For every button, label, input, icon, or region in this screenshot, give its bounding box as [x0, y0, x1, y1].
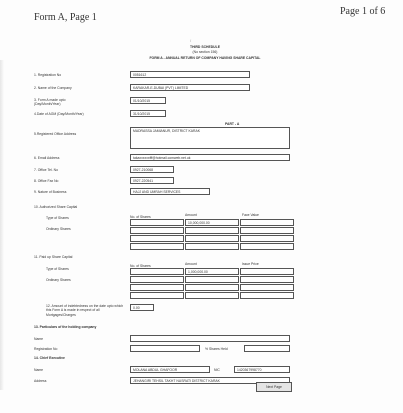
- office-address-label: 5.Registered Office Address: [34, 132, 77, 136]
- paidup-col-issue: Issue Price: [242, 262, 259, 266]
- paidup-r3-no[interactable]: [130, 284, 184, 291]
- indebtedness-label: 12. Amount of indebtedness on the date upto which this Form A is made in respect of all Mortgages/Charges: [46, 304, 124, 317]
- paidup-r1-issue[interactable]: [240, 268, 294, 275]
- section-ref: (No section 156): [192, 50, 218, 54]
- paidup-r4-issue[interactable]: [240, 292, 294, 299]
- paidup-r4-amount[interactable]: [185, 292, 239, 299]
- chief-name-field[interactable]: MOLANA ABDUL GHAFOOR: [130, 366, 210, 373]
- holding-shares-field[interactable]: [244, 345, 290, 352]
- email-label: 6. Email Address: [34, 156, 60, 160]
- office-fax-field[interactable]: 0927-220541: [130, 177, 174, 184]
- paidup-row-label: Ordinary Shares: [46, 278, 71, 282]
- paidup-type-label: Type of Shares: [46, 267, 69, 271]
- annual-return-form: [20, 28, 390, 410]
- paidup-r3-issue[interactable]: [240, 284, 294, 291]
- authorized-r3-no[interactable]: [130, 235, 184, 242]
- paidup-r4-no[interactable]: [130, 292, 184, 299]
- authorized-r2-face[interactable]: [240, 227, 294, 234]
- form-title: FORM A - ANNUAL RETURN OF COMPANY HAVING SHARE CAPITAL: [149, 56, 261, 60]
- authorized-col-face: Face Value: [242, 213, 259, 217]
- next-page-button[interactable]: Next Page: [256, 382, 292, 392]
- authorized-r3-face[interactable]: [240, 235, 294, 242]
- form-page-header: Form A, Page 1: [34, 12, 97, 23]
- paidup-r3-amount[interactable]: [185, 284, 239, 291]
- chief-address-field[interactable]: JEHANGIRI TEHSIL TAKHT NUSRATI DISTRICT KARAK: [130, 377, 290, 384]
- reg-no-label: 1. Registration No: [34, 73, 62, 77]
- scan-edge-shadow: [0, 60, 4, 390]
- paidup-r2-amount[interactable]: [185, 276, 239, 283]
- paidup-capital-heading: 11. Paid up Share Capital: [34, 255, 73, 259]
- email-field[interactable]: takaxxxxxxfff@hotmail.comweb.net.uk: [130, 154, 290, 161]
- authorized-r4-no[interactable]: [130, 243, 184, 250]
- authorized-r4-amount[interactable]: [185, 243, 239, 250]
- scan-mark: /: [190, 38, 192, 43]
- page-counter: Page 1 of 6: [340, 6, 386, 17]
- agm-date-field[interactable]: 31/10/2015: [130, 110, 166, 117]
- authorized-r1-no[interactable]: [130, 219, 184, 226]
- authorized-r3-amount[interactable]: [185, 235, 239, 242]
- chief-nic-label: NIC: [214, 368, 220, 372]
- paidup-r2-issue[interactable]: [240, 276, 294, 283]
- authorized-r2-no[interactable]: [130, 227, 184, 234]
- office-tel-field[interactable]: 0927-210068: [130, 166, 174, 173]
- holding-shares-label: % Shares Held: [205, 347, 228, 351]
- office-fax-label: 8. Office Fax No: [34, 179, 59, 183]
- holding-company-heading: 13. Particulars of the holding company: [34, 325, 97, 329]
- holding-name-field[interactable]: [130, 335, 290, 342]
- office-tel-label: 7. Office Tel. No: [34, 168, 58, 172]
- authorized-r1-amount[interactable]: 10,000,000.00: [185, 219, 239, 226]
- office-address-field[interactable]: MADRASSA JAMIANUR, DISTRICT KARAK: [130, 127, 290, 149]
- agm-date-label: 4.Date of AGM (Day/Month/Year): [34, 112, 84, 116]
- holding-reg-field[interactable]: [130, 345, 200, 352]
- chief-nic-field[interactable]: 1420367998770: [234, 366, 290, 373]
- authorized-row-label: Ordinary Shares: [46, 227, 71, 231]
- business-label: 9. Nature of Business: [34, 190, 67, 194]
- authorized-col-amount: Amount: [185, 213, 197, 217]
- reg-no-field[interactable]: 0051612: [130, 71, 250, 78]
- authorized-col-no: No. of Shares: [130, 215, 151, 219]
- chief-address-label: Address: [34, 379, 47, 383]
- business-field[interactable]: HAJJ AND UMRAH SERVICES: [130, 188, 210, 195]
- company-name-field[interactable]: KARAKAR-E-DUBAI (PVT) LIMITED: [130, 84, 250, 91]
- paidup-r1-amount[interactable]: 1,000,000.00: [185, 268, 239, 275]
- authorized-r4-face[interactable]: [240, 243, 294, 250]
- holding-reg-label: Registration No: [34, 347, 58, 351]
- authorized-capital-heading: 10. Authorized Share Capital: [34, 205, 78, 209]
- chief-name-label: Name: [34, 368, 44, 372]
- schedule-title: THIRD SCHEDULE: [190, 45, 220, 49]
- chief-executive-heading: 14. Chief Executive: [34, 356, 65, 360]
- authorized-type-label: Type of Shares: [46, 216, 69, 220]
- paidup-r2-no[interactable]: [130, 276, 184, 283]
- paidup-col-amount: Amount: [185, 262, 197, 266]
- paidup-r1-no[interactable]: [130, 268, 184, 275]
- holding-name-label: Name: [34, 337, 44, 341]
- company-name-label: 2. Name of the Company: [34, 86, 72, 90]
- authorized-r1-face[interactable]: [240, 219, 294, 226]
- form-date-field[interactable]: 01/10/2015: [130, 97, 166, 104]
- part-a-heading: PART - A: [225, 122, 240, 126]
- authorized-r2-amount[interactable]: [185, 227, 239, 234]
- form-date-label: 3. Form A made upto (Day/Month/Year): [34, 98, 66, 107]
- indebtedness-field[interactable]: 0.00: [130, 304, 154, 311]
- paidup-col-no: No. of Shares: [130, 264, 151, 268]
